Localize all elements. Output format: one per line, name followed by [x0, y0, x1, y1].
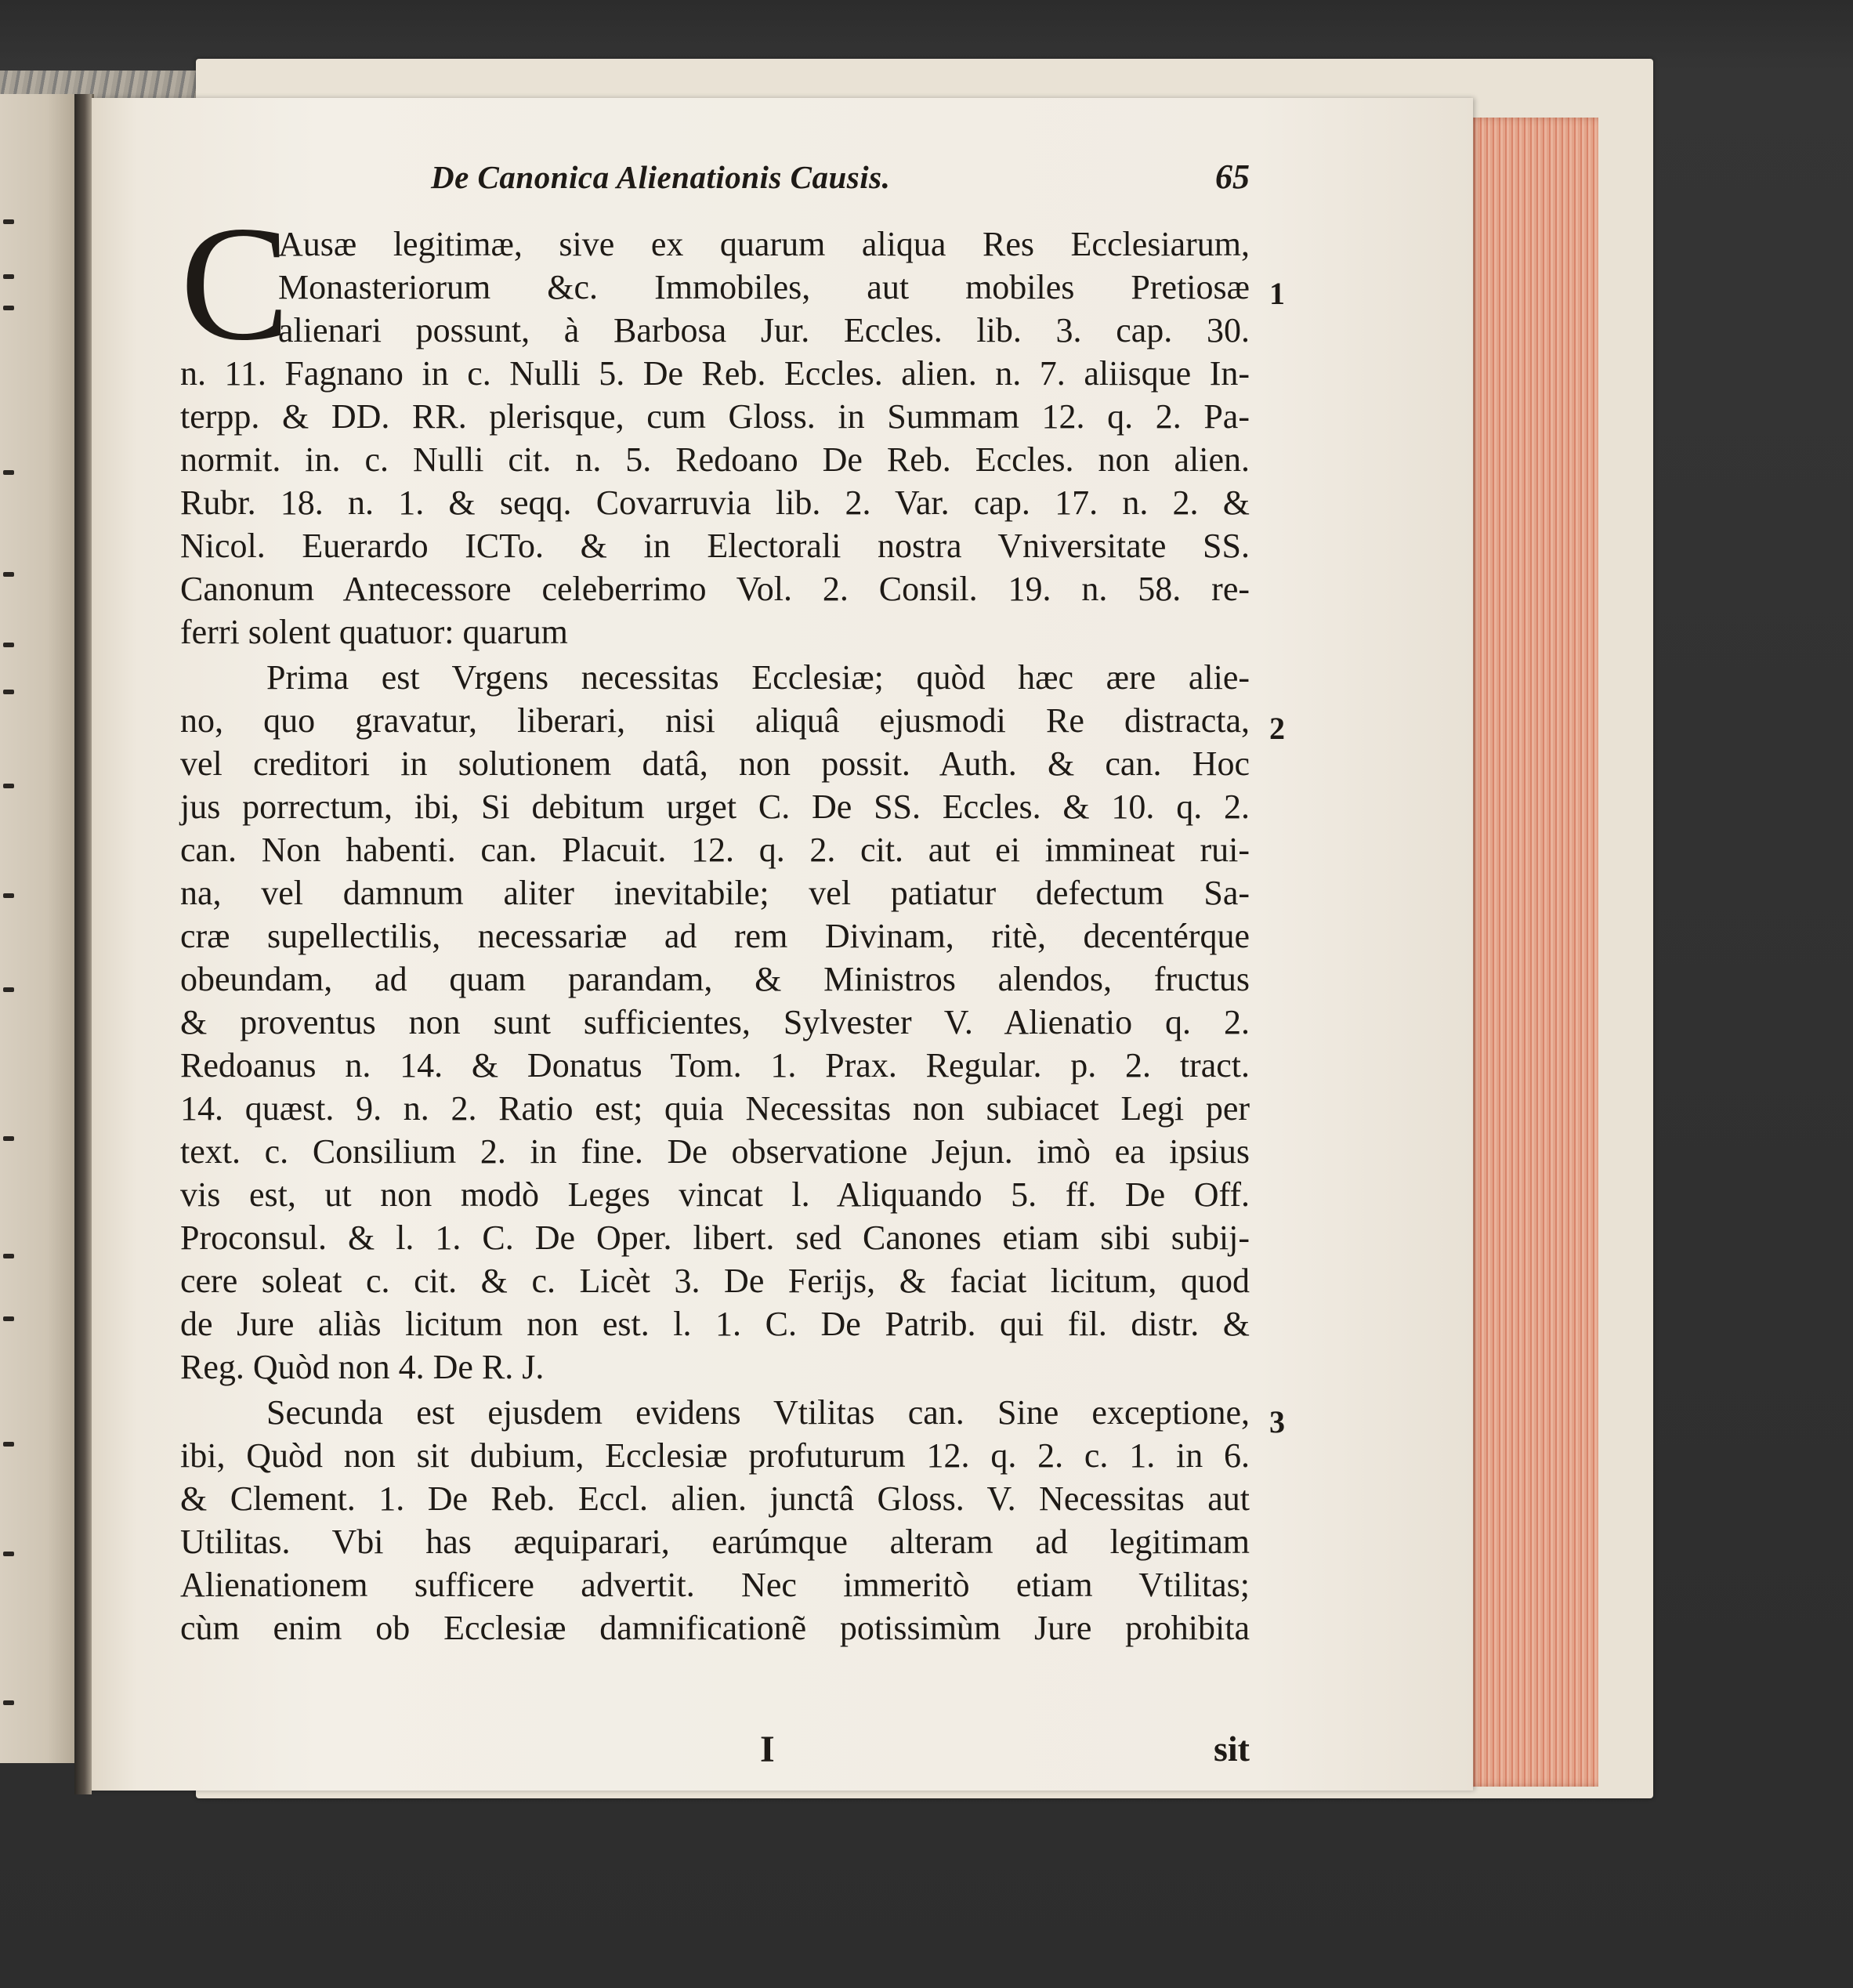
- text-line: Rubr. 18. n. 1. & seqq. Covarruvia lib. 2. Var. cap. 17. n. 2. &: [180, 483, 1250, 522]
- text-line: normit. in. c. Nulli cit. n. 5. Redoano De Reb. Eccles. non alien.: [180, 440, 1250, 479]
- text-line: alienari possunt, à Barbosa Jur. Eccles. lib. 3. cap. 30.: [278, 311, 1250, 349]
- text-line: jus porrectum, ibi, Si debitum urget C. De SS. Eccles. & 10. q. 2.: [180, 788, 1250, 826]
- text-line: de Jure aliàs licitum non est. l. 1. C. De Patrib. qui fil. distr. &: [180, 1305, 1250, 1343]
- text-block: [180, 149, 1285, 1779]
- running-head: [180, 149, 1250, 204]
- page-number: 65: [1215, 158, 1250, 196]
- text-line: terpp. & DD. RR. plerisque, cum Gloss. in Summam 12. q. 2. Pa-: [180, 397, 1250, 436]
- text-line: vis est, ut non modò Leges vincat l. Aliquando 5. ff. De Off.: [180, 1175, 1250, 1214]
- text-line: Canonum Antecessore celeberrimo Vol. 2. Consil. 19. n. 58. re-: [180, 570, 1250, 608]
- drop-cap: C: [180, 193, 291, 375]
- text-line: Secunda est ejusdem evidens Vtilitas can. Sine exceptione,: [266, 1393, 1250, 1432]
- text-line: obeundam, ad quam parandam, & Ministros alendos, fructus: [180, 960, 1250, 998]
- text-line: 14. quæst. 9. n. 2. Ratio est; quia Necessitas non subiacet Legi per: [180, 1089, 1250, 1128]
- text-line: cere soleat c. cit. & c. Licèt 3. De Ferijs, & faciat licitum, quod: [180, 1262, 1250, 1300]
- text-line: Reg. Quòd non 4. De R. J.: [180, 1348, 545, 1386]
- text-line: Prima est Vrgens necessitas Ecclesiæ; quòd hæc ære alie-: [266, 658, 1250, 697]
- text-line: no, quo gravatur, liberari, nisi aliquâ ejusmodi Re distracta,: [180, 701, 1250, 740]
- text-line: na, vel damnum aliter inevitabile; vel patiatur defectum Sa-: [180, 874, 1250, 912]
- running-title: De Canonica Alienationis Causis.: [431, 159, 891, 195]
- margin-note-number: 1: [1269, 276, 1285, 311]
- catchword: sit: [1214, 1729, 1250, 1769]
- text-line: vel creditori in solutionem datâ, non possit. Auth. & can. Hoc: [180, 744, 1250, 783]
- book-gutter: [74, 94, 92, 1794]
- text-line: Redoanus n. 14. & Donatus Tom. 1. Prax. Regular. p. 2. tract.: [180, 1046, 1250, 1085]
- text-line: Utilitas. Vbi has æquiparari, earúmque alteram ad legitimam: [180, 1523, 1250, 1561]
- text-line: text. c. Consilium 2. in fine. De observatione Jejun. imò ea ipsius: [180, 1132, 1250, 1171]
- text-line: ferri solent quatuor: quarum: [180, 613, 568, 651]
- text-line: cùm enim ob Ecclesiæ damnificationẽ potissimùm Jure prohibita: [180, 1609, 1250, 1647]
- text-line: Nicol. Euerardo ICTo. & in Electorali nostra Vniversitate SS.: [180, 527, 1250, 565]
- margin-note-number: 3: [1269, 1404, 1285, 1439]
- text-line: ibi, Quòd non sit dubium, Ecclesiæ profuturum 12. q. 2. c. 1. in 6.: [180, 1436, 1250, 1475]
- text-line: can. Non habenti. can. Placuit. 12. q. 2. cit. aut ei immineat rui-: [180, 831, 1250, 869]
- text-line: Monasteriorum &c. Immobiles, aut mobiles Pretiosæ: [278, 268, 1250, 306]
- text-line: cræ supellectilis, necessariæ ad rem Divinam, ritè, decentérque: [180, 917, 1250, 955]
- left-page-ink-marks: [0, 94, 24, 1763]
- text-line: Ausæ legitimæ, sive ex quarum aliqua Res Ecclesiarum,: [278, 225, 1250, 263]
- margin-note-number: 2: [1269, 711, 1285, 746]
- text-line: Alienationem sufficere advertit. Nec immeritò etiam Vtilitas;: [180, 1566, 1250, 1604]
- page-edges: [1465, 118, 1598, 1787]
- signature-mark: I: [760, 1729, 775, 1770]
- text-line: & proventus non sunt sufficientes, Sylvester V. Alienatio q. 2.: [180, 1003, 1250, 1041]
- text-line: n. 11. Fagnano in c. Nulli 5. De Reb. Eccles. alien. n. 7. aliisque In-: [180, 354, 1250, 393]
- text-line: Proconsul. & l. 1. C. De Oper. libert. sed Canones etiam sibi subij-: [180, 1219, 1250, 1257]
- text-line: & Clement. 1. De Reb. Eccl. alien. junctâ Gloss. V. Necessitas aut: [180, 1479, 1250, 1518]
